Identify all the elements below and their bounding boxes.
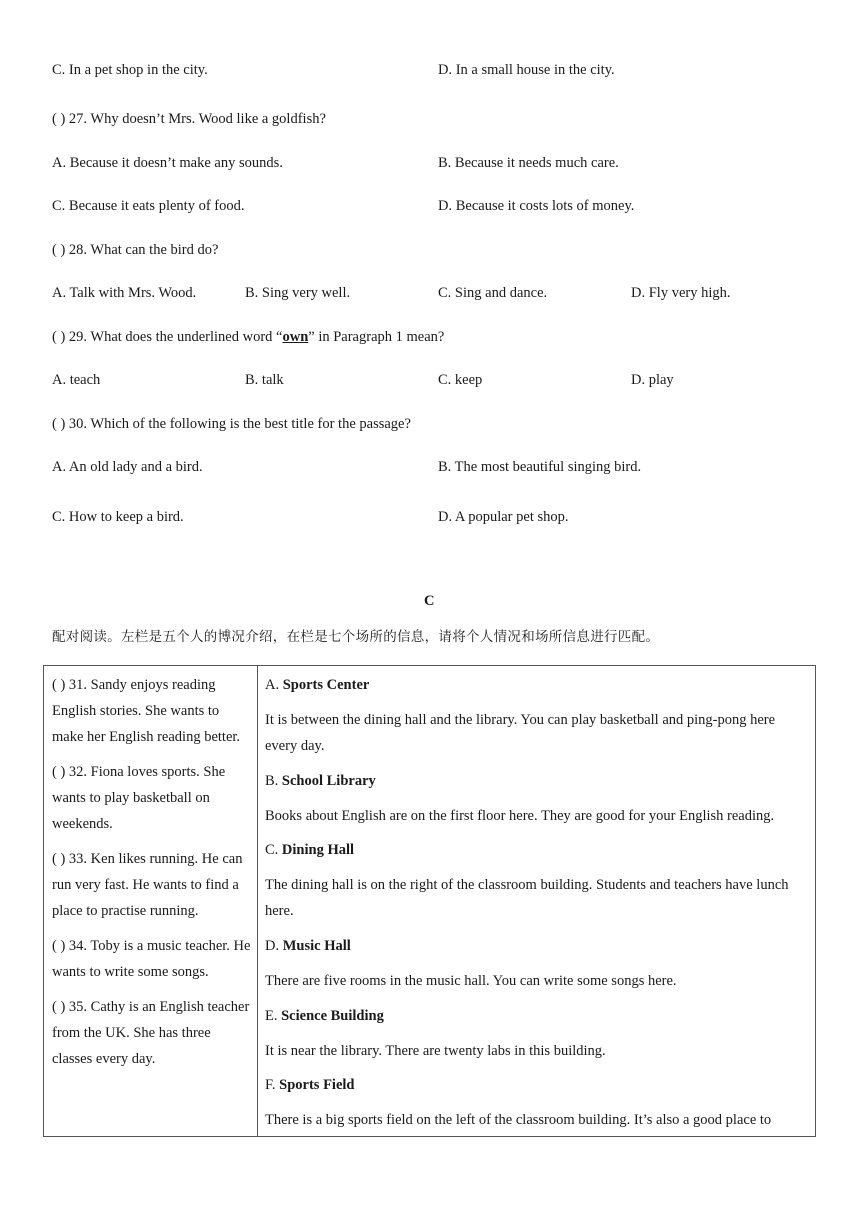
place-e-heading <box>265 1003 809 1029</box>
underlined-word: own <box>282 329 309 345</box>
place-d-letter: D. <box>265 938 283 954</box>
q28-option-d: D. Fly very high. <box>631 285 731 301</box>
q26-option-d: D. In a small house in the city. <box>438 62 615 78</box>
place-c-heading <box>265 837 809 863</box>
place-c-letter: C. <box>265 842 282 858</box>
place-f-letter: F. <box>265 1077 280 1093</box>
place-c-name: Dining Hall <box>281 842 355 858</box>
place-e-description: It is near the library. There are twenty labs in this building. <box>265 1043 606 1059</box>
q28-option-c: C. Sing and dance. <box>438 285 548 301</box>
q26-option-c: C. In a pet shop in the city. <box>52 62 208 78</box>
person-31: ( ) 31. Sandy enjoys reading English stories. She wants to make her English reading better. <box>52 677 241 745</box>
place-b-letter: B. <box>265 773 282 789</box>
q28-stem: ( ) 28. What can the bird do? <box>52 242 219 258</box>
place-e-letter: E. <box>265 1008 282 1024</box>
q30-option-b: B. The most beautiful singing bird. <box>438 459 642 475</box>
place-b-heading <box>265 768 809 794</box>
q27-option-b: B. Because it needs much care. <box>438 155 619 171</box>
q27-option-a: A. Because it doesn’t make any sounds. <box>52 155 283 171</box>
place-a-letter: A. <box>265 677 283 693</box>
q30-option-c: C. How to keep a bird. <box>52 509 184 525</box>
person-32: ( ) 32. Fiona loves sports. She wants to play basketball on weekends. <box>52 764 226 832</box>
q28-option-b: B. Sing very well. <box>245 285 351 301</box>
person-33: ( ) 33. Ken likes running. He can run very fast. He wants to find a place to practise running. <box>52 851 243 919</box>
place-f-heading <box>265 1072 809 1098</box>
q29-option-c: C. keep <box>438 372 483 388</box>
section-c-instruction: 配对阅读。左栏是五个人的博况介绍，在栏是七个场所的信息，请将个人情况和场所信息进行匹配。 <box>52 629 660 645</box>
place-f-name: Sports Field <box>279 1077 355 1093</box>
q27-option-d: D. Because it costs lots of money. <box>438 198 635 214</box>
matching-table <box>43 665 816 1137</box>
place-d-name: Music Hall <box>282 938 351 954</box>
q29-stem-after: ” in Paragraph 1 mean? <box>308 329 445 345</box>
q29-option-a: A. teach <box>52 372 101 388</box>
place-b-description: Books about English are on the first floor here. They are good for your English reading. <box>265 808 775 824</box>
q29-option-d: D. play <box>631 372 674 388</box>
person-34: ( ) 34. Toby is a music teacher. He wants to write some songs. <box>52 938 251 980</box>
place-a-heading <box>265 672 809 698</box>
q29-stem <box>52 328 444 346</box>
q29-stem-before: ( ) 29. What does the underlined word “ <box>52 329 283 345</box>
q30-option-d: D. A popular pet shop. <box>438 509 569 525</box>
place-f-description: There is a big sports field on the left of the classroom building. It’s also a good place to <box>265 1112 772 1128</box>
place-e-name: Science Building <box>281 1008 384 1024</box>
section-c-title: C <box>424 593 435 609</box>
place-a-description: It is between the dining hall and the library. You can play basketball and ping-pong here every day. <box>265 712 776 754</box>
q30-option-a: A. An old lady and a bird. <box>52 459 203 475</box>
place-d-heading <box>265 933 809 959</box>
person-35: ( ) 35. Cathy is an English teacher from the UK. She has three classes every day. <box>52 999 250 1067</box>
q29-option-b: B. talk <box>245 372 284 388</box>
place-a-name: Sports Center <box>282 677 370 693</box>
place-b-name: School Library <box>281 773 376 789</box>
q28-option-a: A. Talk with Mrs. Wood. <box>52 285 197 301</box>
place-c-description: The dining hall is on the right of the classroom building. Students and teachers have lunch here. <box>265 877 789 919</box>
q27-stem: ( ) 27. Why doesn’t Mrs. Wood like a goldfish? <box>52 111 326 127</box>
q30-stem: ( ) 30. Which of the following is the best title for the passage? <box>52 416 411 432</box>
place-d-description: There are five rooms in the music hall. You can write some songs here. <box>265 973 677 989</box>
q27-option-c: C. Because it eats plenty of food. <box>52 198 245 214</box>
column-divider <box>257 666 258 1136</box>
